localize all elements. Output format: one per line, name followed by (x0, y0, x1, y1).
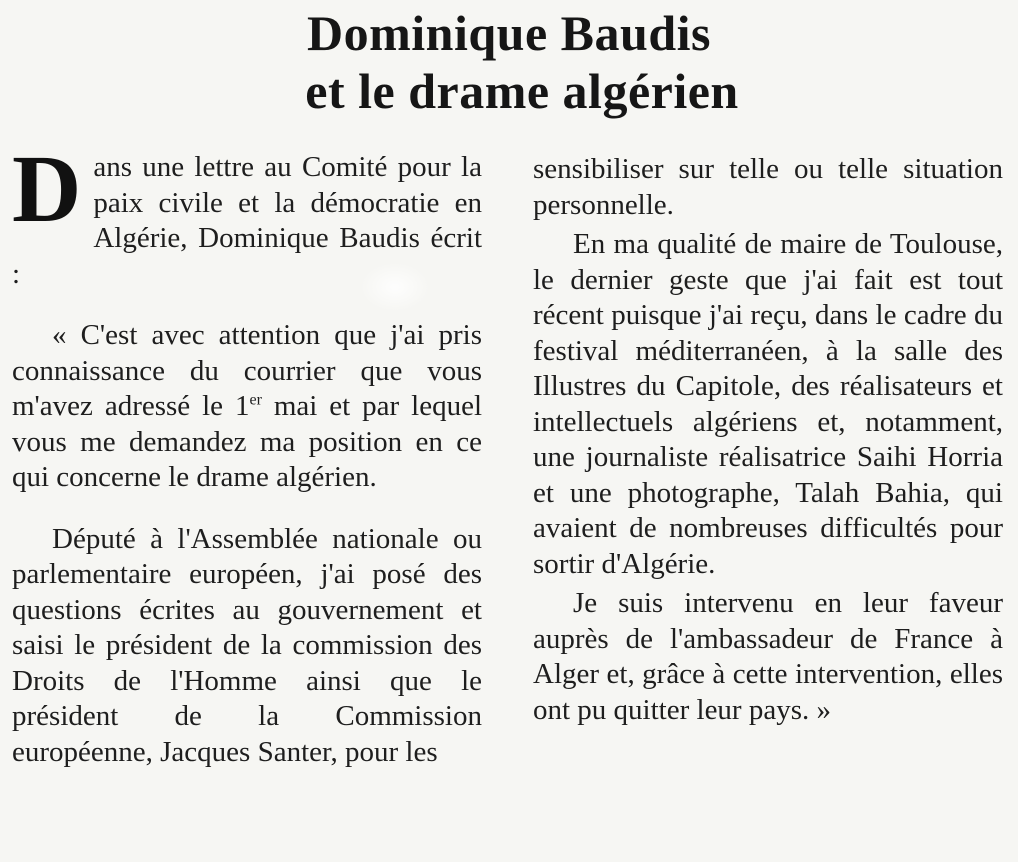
lead-paragraph (12, 135, 482, 292)
quote-text-start: « C'est avec attention que j'ai pris connaissance du courrier que vous m'avez adressé le 1 (12, 319, 482, 422)
lead-text: ans une lettre au Comité pour la paix civile et la démocratie en Algérie, Dominique Baudis écrit : (12, 151, 482, 290)
mayor-paragraph: En ma qualité de maire de Toulouse, le dernier geste que j'ai fait est tout récent puisque j'ai reçu, dans le cadre du festival méditerranéen, à la salle des Illustres du Capitole, des réalisateurs et intellectuels algériens et, notamment, une journaliste réalisatrice Saihi Horria et une photographe, Talah Bahia, qui avaient de nombreuses difficultés pour sortir d'Algérie. (533, 228, 1003, 580)
quote-text-end: mai et par lequel vous me demandez ma position en ce qui concerne le drame algérien. (12, 390, 482, 493)
continuation-paragraph: sensibiliser sur telle ou telle situation personnelle. (533, 153, 1003, 221)
quote-paragraph-2: Député à l'Assemblée nationale ou parlementaire européen, j'ai posé des questions écrites au gouvernement et saisi le président de la commission des Droits de l'Homme ainsi que le président de la Commission européenne, Jacques Santer, pour les (12, 522, 482, 768)
right-column (533, 152, 1003, 728)
headline (0, 4, 1018, 120)
ordinal-superscript: er (249, 391, 262, 409)
headline-line-1: Dominique Baudis (307, 5, 711, 61)
left-column (12, 135, 482, 770)
drop-cap: D (12, 135, 82, 242)
headline-line-2: et le drame algérien (305, 63, 739, 119)
closing-paragraph: Je suis intervenu en leur faveur auprès de l'ambassadeur de France à Alger et, grâce à cette intervention, elles ont pu quitter leur pays. » (533, 587, 1003, 726)
quote-paragraph-1 (12, 318, 482, 496)
